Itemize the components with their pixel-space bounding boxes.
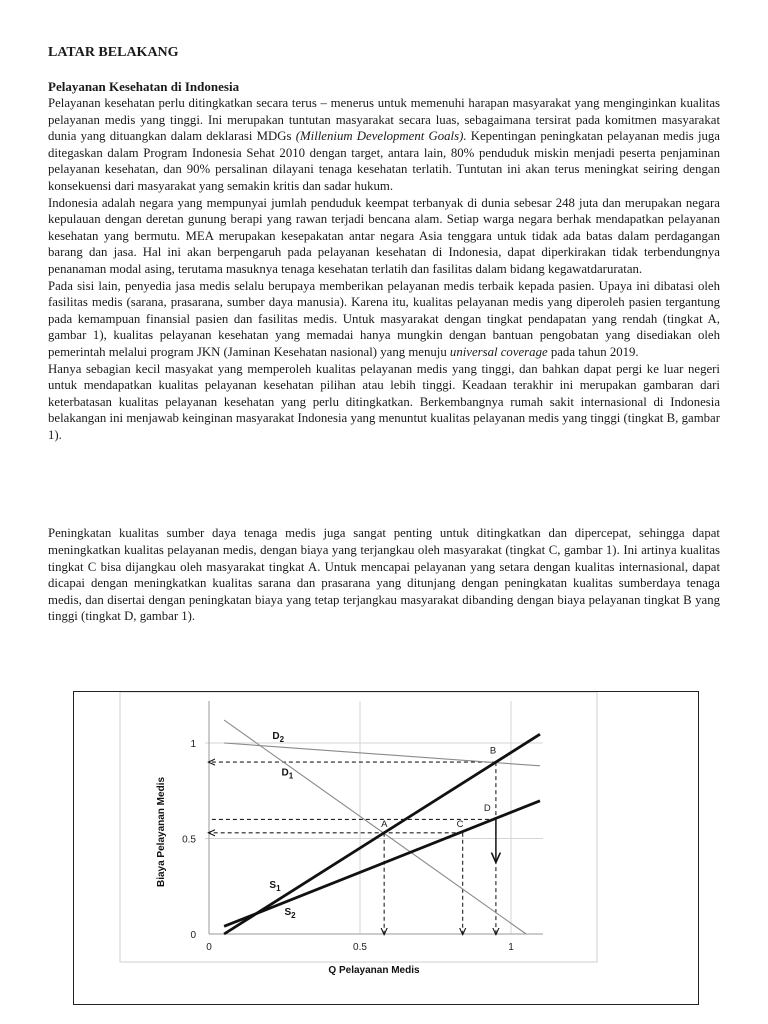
paragraph-4: Hanya sebagian kecil masyakat yang memperoleh kualitas pelayanan medis yang tinggi, dan bahkan dapat pergi ke luar negeri untuk mendapatkan kualitas pelayanan kesehatan pilihan atau lebih tinggi. Keadaan terakhir ini merupakan gambaran dari keterbatasan kualitas pelayanan kesehatan yang perlu ditingkatkan. Berkembangnya rumah sakit internasional di Indonesia belakangan ini menjawab keinginan masyarakat Indonesia yang menuntut kualitas pelayanan medis yang tinggi (tingkat B, gambar 1). — [48, 361, 720, 442]
paragraph-1 — [48, 95, 720, 195]
series-line-d1 — [224, 720, 526, 934]
chart-grid — [205, 701, 543, 934]
y-tick-label: 0 — [190, 930, 196, 941]
plot-area-border — [120, 692, 597, 962]
x-tick-label: 0 — [206, 942, 212, 953]
series-line-s1 — [224, 734, 540, 934]
series-label-d1: $D_1$ — [281, 767, 294, 781]
x-tick-label: 0.5 — [353, 942, 367, 953]
y-tick-label: 0.5 — [182, 834, 196, 846]
point-label-b: B — [489, 745, 497, 757]
chart-svg — [74, 692, 698, 1004]
paragraph-1-emphasis: (Millenium Development Goals). — [295, 129, 467, 144]
x-axis-label: Q Pelayanan Medis — [328, 965, 420, 976]
series-label-s1: $S_1$ — [269, 880, 281, 894]
document-page — [48, 44, 720, 625]
paragraph-2: Indonesia adalah negara yang mempunyai jumlah penduduk keempat terbanyak di dunia sebesar 248 juta dan merupakan negara kepulauan dengan deretan gunung berapi yang rawan terjadi bencana alam. Setiap warga negara berhak mendapatkan pelayanan kesehatan yang bermutu. MEA merupakan kesepakatan antar negara Asia tenggara untuk tidak ada batas dalam perdagangan barang dan jasa. Hal ini akan berpengaruh pada pelayanan kesehatan di Indonesia, dapat diperkirakan tidak terbendungnya penanaman modal asing, terutama masuknya tenaga kesehatan terlatih dan fasilitas dalam bidang kegawatdaruratan. — [48, 195, 720, 276]
paragraph-1-text: Pelayanan kesehatan perlu ditingkatkan secara terus – menerus untuk memenuhi harapan masyarakat yang menginginkan kualitas pelayanan medis yang tinggi. Ini merupakan tuntutan masyarakat secara luas, sebagaimana tersirat pada komitmen masyarakat dunia yang dituangkan dalam deklarasi MDGs — [48, 96, 720, 144]
blank-space — [48, 443, 720, 525]
document-heading: LATAR BELAKANG — [48, 45, 179, 60]
series-label-d2: $D_2$ — [272, 731, 285, 745]
figure-1-chart — [73, 691, 699, 1005]
paragraph-3-text: Pada sisi lain, penyedia jasa medis selalu berupaya memberikan pelayanan medis terbaik kepada pasien. Upaya ini dibatasi oleh fasilitas medis (sarana, prasarana, sumber daya manusia). Karena itu, kualitas pelayanan medis yang diperoleh pasien tergantung pada kemampuan finansial pasien dan fasilitas medis. Untuk masyarakat dengan tingkat pendapatan yang rendah (tingkat A, gambar 1), kualitas pelayanan kesehatan yang memadai hanya mungkin dengan bantuan pengobatan yang disediakan oleh pemerintah melalui program JKN (Jaminan Kesehatan nasional) yang menuju — [48, 278, 720, 359]
point-label-c: C — [456, 819, 464, 831]
y-axis-label: Biaya Pelayanan Medis — [156, 776, 167, 888]
x-tick-label: 1 — [508, 942, 514, 953]
chart-ticks — [182, 739, 514, 953]
series-label-s2: $S_2$ — [284, 906, 296, 920]
point-label-a: A — [381, 819, 388, 831]
paragraph-3-text-2: pada tahun 2019. — [547, 344, 639, 359]
section-title: Pelayanan Kesehatan di Indonesia — [48, 79, 240, 94]
paragraph-5: Peningkatan kualitas sumber daya tenaga medis juga sangat penting untuk ditingkatkan dan dipercepat, sehingga dapat meningkatkan kualitas pelayanan medis, dengan biaya yang terjangkau oleh masyarakat (tingkat C, gambar 1). Ini artinya kualitas tingkat C bisa dijangkau oleh masyarakat tingkat A. Untuk mencapai pelayanan yang setara dengan kualitas internasional, dapat dicapai dengan meningkatkan kualitas sarana dan prasarana yang ditunjang dengan peningkatan kualitas sumberdaya tenaga medis, dan disertai dengan peningkatan biaya yang tetap terjangkau masyarakat dibanding dengan biaya pelayanan tingkat B yang tinggi (tingkat D, gambar 1). — [48, 526, 720, 624]
paragraph-3-emphasis: universal coverage — [449, 344, 548, 359]
point-label-d: D — [483, 802, 491, 814]
paragraph-3 — [48, 278, 720, 361]
paragraph-1-text-2: Kepentingan peningkatan pelayanan medis juga ditegaskan dalam Program Indonesia Sehat 2010 dengan target, antara lain, 80% penduduk miskin menjadi peserta penjaminan pelayanan kesehatan, dan 90% persalinan dilayani tenaga kesehatan terlatih. Tuntutan ini akan terus meningkat seiring dengan konsekuensi dari masyarakat yang semakin kritis dan sadar hukum. — [48, 129, 720, 193]
y-tick-label: 1 — [190, 739, 196, 750]
